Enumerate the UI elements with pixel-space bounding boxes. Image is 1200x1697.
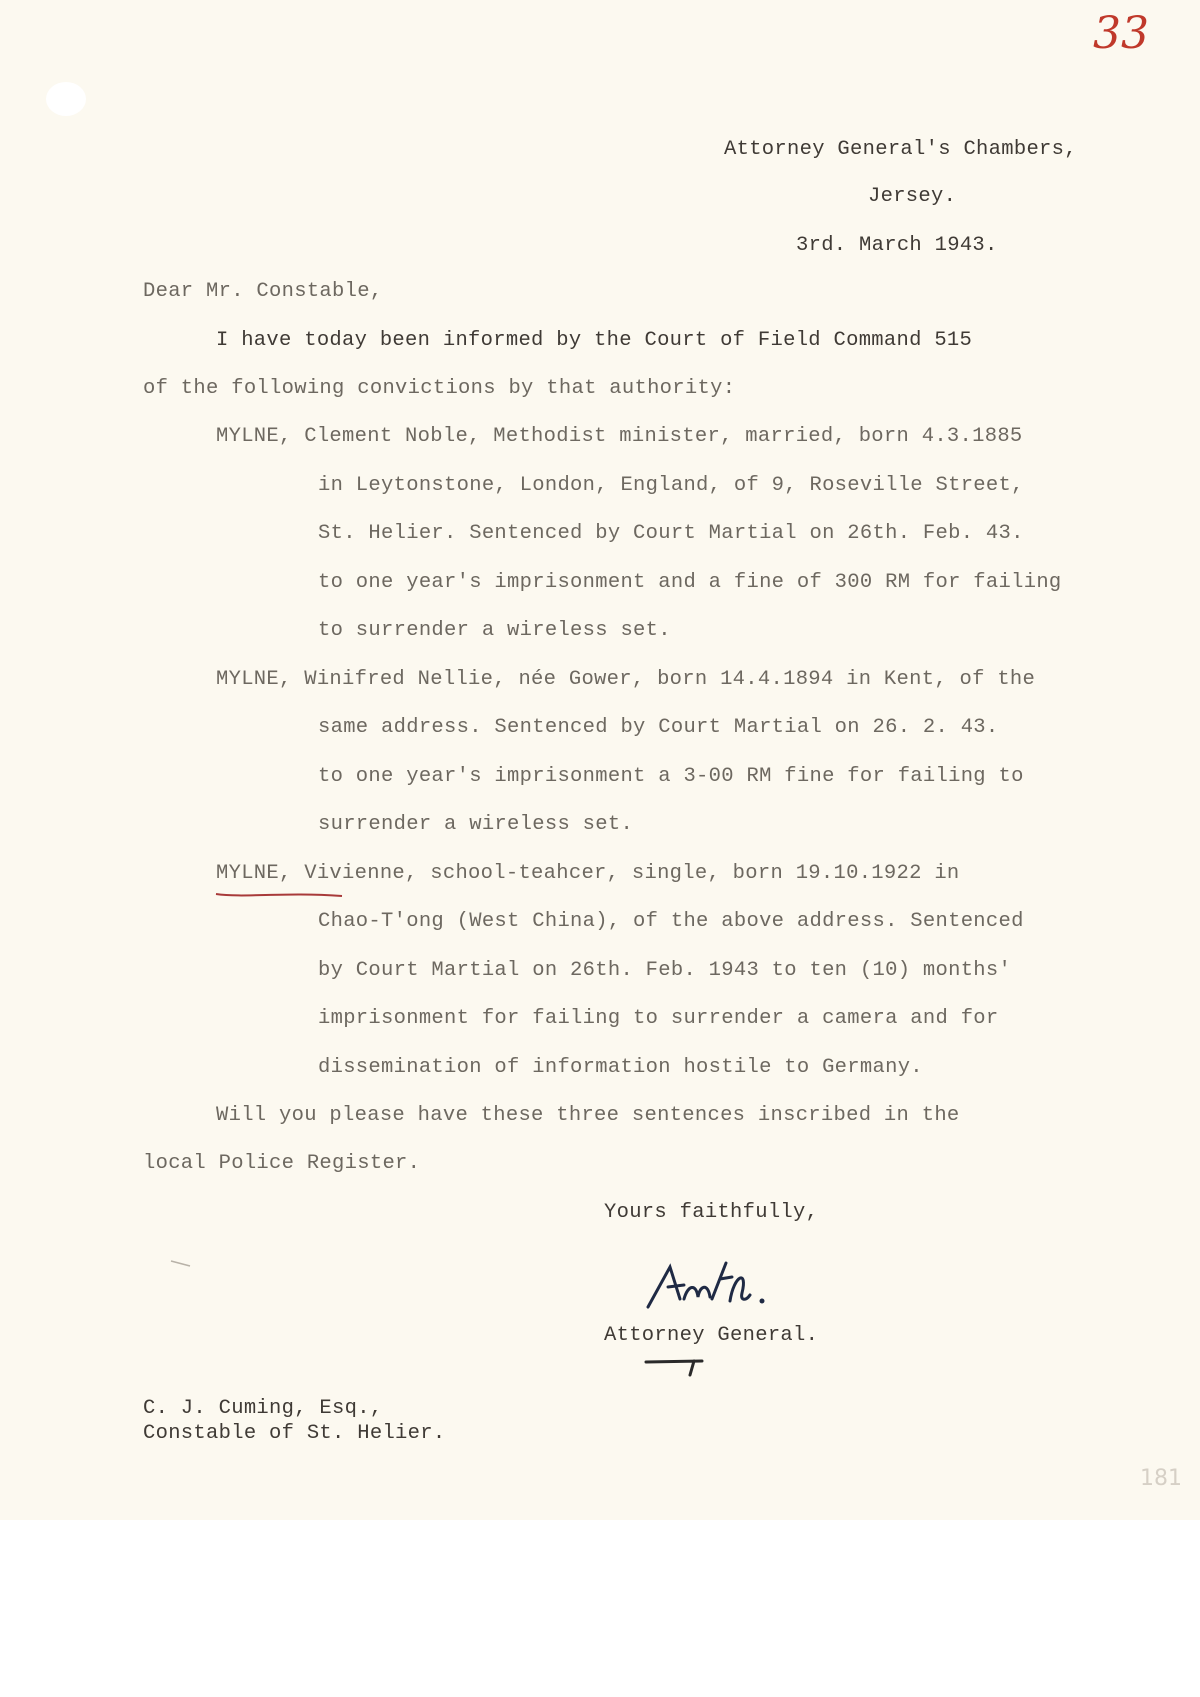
signatory: Attorney General. [604, 1324, 819, 1347]
conviction-2-line-3: to one year's imprisonment a 3-00 RM fine for failing to [318, 765, 1024, 788]
letterhead-line-1: Attorney General's Chambers, [724, 138, 1077, 161]
addressee-line-2: Constable of St. Helier. [143, 1422, 446, 1445]
conviction-1-line-1: MYLNE, Clement Noble, Methodist minister, married, born 4.3.1885 [216, 425, 1023, 448]
intro-line-2: of the following convictions by that authority: [143, 377, 736, 400]
conviction-2-line-4: surrender a wireless set. [318, 813, 634, 836]
conviction-1-line-2: in Leytonstone, London, England, of 9, Roseville Street, [318, 474, 1024, 497]
conviction-1-line-4: to one year's imprisonment and a fine of 300 RM for failing [318, 571, 1062, 594]
conviction-1-line-5: to surrender a wireless set. [318, 619, 671, 642]
conviction-2-line-1: MYLNE, Winifred Nellie, née Gower, born 14.4.1894 in Kent, of the [216, 668, 1036, 691]
stray-mark [170, 1258, 192, 1268]
conviction-3-line-1: MYLNE, Vivienne, school-teahcer, single, born 19.10.1922 in [216, 862, 960, 885]
reference-mark [644, 1355, 708, 1377]
handwritten-signature [640, 1255, 770, 1315]
folio-number: 33 [1093, 8, 1149, 59]
conviction-3-line-2: Chao-T'ong (West China), of the above address. Sentenced [318, 910, 1024, 933]
salutation: Dear Mr. Constable, [143, 280, 383, 303]
letterhead-line-2: Jersey. [868, 185, 957, 208]
letter-date: 3rd. March 1943. [796, 234, 998, 257]
pencil-page-note: 181 [1140, 1466, 1182, 1491]
conviction-3-line-5: dissemination of information hostile to Germany. [318, 1056, 923, 1079]
punch-hole [46, 82, 86, 116]
closing: Yours faithfully, [604, 1201, 819, 1224]
conviction-1-line-3: St. Helier. Sentenced by Court Martial on 26th. Feb. 43. [318, 522, 1024, 545]
request-line-2: local Police Register. [143, 1152, 421, 1175]
addressee-line-1: C. J. Cuming, Esq., [143, 1397, 383, 1420]
conviction-3-line-3: by Court Martial on 26th. Feb. 1943 to ten (10) months' [318, 959, 1012, 982]
conviction-2-line-2: same address. Sentenced by Court Martial on 26. 2. 43. [318, 716, 999, 739]
request-line-1: Will you please have these three sentences inscribed in the [216, 1104, 960, 1127]
conviction-3-line-4: imprisonment for failing to surrender a camera and for [318, 1007, 999, 1030]
intro-line-1: I have today been informed by the Court of Field Command 515 [216, 329, 973, 352]
red-ink-underline [214, 886, 344, 900]
